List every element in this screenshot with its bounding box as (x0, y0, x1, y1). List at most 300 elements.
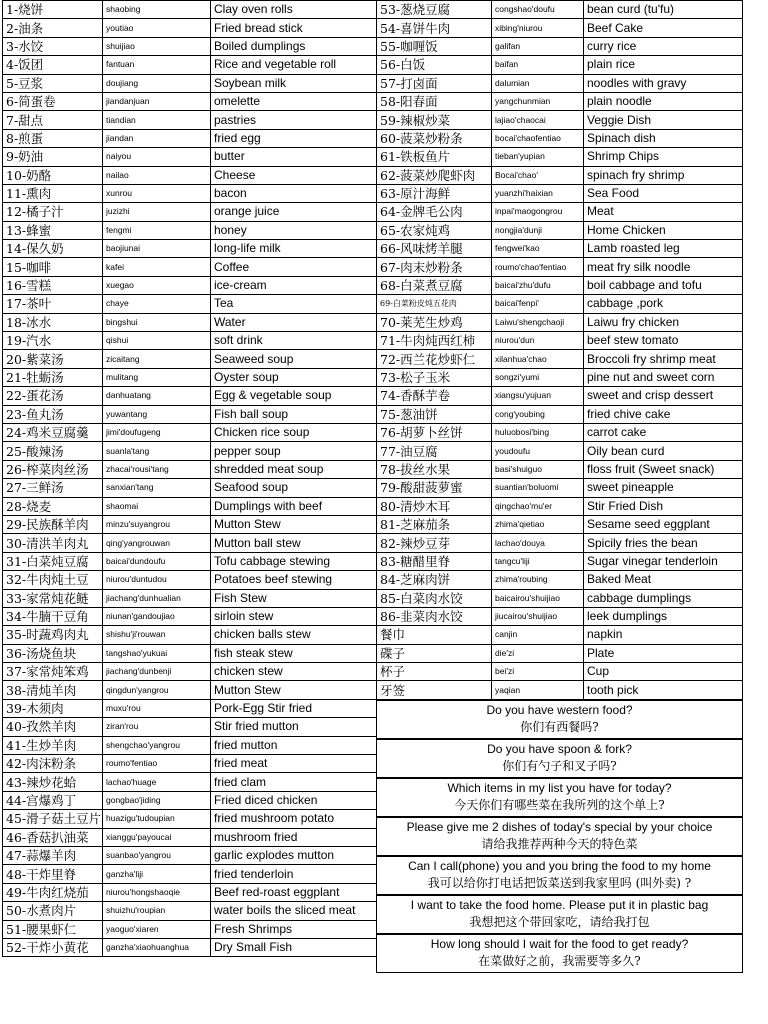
dish-english-name: Seafood soup (211, 479, 377, 497)
dish-english-name: Fried diced chicken (211, 791, 377, 809)
phrase-cell (377, 856, 743, 895)
menu-item-row (3, 534, 377, 552)
phrase-row (377, 778, 743, 817)
phrase-cell (377, 778, 743, 817)
phrase-chinese: 你们有勺子和叉子吗? (502, 759, 617, 774)
menu-item-row (3, 111, 377, 129)
phrase-chinese: 你们有西餐吗? (520, 720, 599, 735)
menu-item-row (3, 718, 377, 736)
dish-pinyin: baicai'fenpi' (492, 295, 584, 313)
dish-chinese-name: 75-葱油饼 (377, 405, 492, 423)
dish-pinyin: naiyou (103, 148, 211, 166)
dish-chinese-name: 20-紫菜汤 (3, 350, 103, 368)
dish-chinese-name: 41-生炒羊肉 (3, 736, 103, 754)
dish-pinyin: qingdun'yangrou (103, 681, 211, 699)
menu-item-row (3, 313, 377, 331)
dish-pinyin: danhuatang (103, 387, 211, 405)
phrase-row (377, 817, 743, 856)
dish-english-name: Egg & vegetable soup (211, 387, 377, 405)
dish-pinyin: yangchunmian (492, 92, 584, 110)
menu-item-row (377, 663, 743, 681)
dish-english-name: Lamb roasted leg (584, 240, 743, 258)
dish-chinese-name: 73-松子玉米 (377, 368, 492, 386)
dish-english-name: Potatoes beef stewing (211, 571, 377, 589)
dish-chinese-name: 53-葱烧豆腐 (377, 1, 492, 19)
dish-english-name: Mutton Stew (211, 515, 377, 533)
dish-chinese-name: 68-白菜煮豆腐 (377, 276, 492, 294)
dish-english-name: Tofu cabbage stewing (211, 552, 377, 570)
dish-pinyin: xilanhua'chao (492, 350, 584, 368)
menu-item-row (3, 552, 377, 570)
menu-item-row (377, 681, 743, 700)
dish-english-name: bacon (211, 184, 377, 202)
dish-english-name: meat fry silk noodle (584, 258, 743, 276)
dish-english-name: beef stew tomato (584, 332, 743, 350)
phrase-chinese: 请给我推荐两种今天的特色菜 (481, 837, 638, 852)
phrase-english: Which items in my list you have for today? (447, 781, 672, 796)
dish-chinese-name: 24-鸡米豆腐羹 (3, 423, 103, 441)
dish-pinyin: Laiwu'shengchaoji (492, 313, 584, 331)
dish-pinyin: ganzha'xiaohuanghua (103, 938, 211, 956)
dish-english-name: noodles with gravy (584, 74, 743, 92)
menu-item-row (377, 313, 743, 331)
menu-item-row (3, 350, 377, 368)
menu-table-left (2, 0, 377, 957)
dish-english-name: Home Chicken (584, 221, 743, 239)
dish-pinyin: inpai'maogongrou (492, 203, 584, 221)
dish-pinyin: basi'shuiguo (492, 460, 584, 478)
dish-pinyin: yuanzhi'haixian (492, 184, 584, 202)
dish-pinyin: xibing'niurou (492, 19, 584, 37)
dish-chinese-name: 31-白菜炖豆腐 (3, 552, 103, 570)
menu-item-row (3, 221, 377, 239)
menu-item-row (3, 92, 377, 110)
dish-pinyin: fantuan (103, 56, 211, 74)
dish-chinese-name: 10-奶酪 (3, 166, 103, 184)
menu-item-row (377, 350, 743, 368)
menu-item-row (3, 681, 377, 699)
dish-chinese-name: 80-清炒木耳 (377, 497, 492, 515)
dish-english-name: Fish ball soup (211, 405, 377, 423)
dish-pinyin: mulitang (103, 368, 211, 386)
dish-chinese-name: 76-胡萝卜丝饼 (377, 423, 492, 441)
dish-english-name: butter (211, 148, 377, 166)
menu-item-row (377, 515, 743, 533)
menu-item-row (3, 240, 377, 258)
menu-item-row (377, 332, 743, 350)
dish-chinese-name: 44-宫爆鸡丁 (3, 791, 103, 809)
dish-english-name: Coffee (211, 258, 377, 276)
dish-chinese-name: 22-蛋花汤 (3, 387, 103, 405)
dish-pinyin: die'zi (492, 644, 584, 662)
dish-chinese-name: 36-汤烧鱼块 (3, 644, 103, 662)
menu-item-row (3, 1, 377, 19)
menu-item-row (377, 368, 743, 386)
dish-pinyin: niurou'duntudou (103, 571, 211, 589)
phrase-row (377, 739, 743, 778)
dish-chinese-name: 牙签 (377, 681, 492, 700)
dish-chinese-name: 13-蜂蜜 (3, 221, 103, 239)
dish-english-name: pine nut and sweet corn (584, 368, 743, 386)
menu-item-row (3, 184, 377, 202)
dish-pinyin: nongjia'dunji (492, 221, 584, 239)
dish-pinyin: baicai'zhu'dufu (492, 276, 584, 294)
dish-english-name: Meat (584, 203, 743, 221)
dish-pinyin: galifan (492, 37, 584, 55)
dish-pinyin: roumo'chao'fentiao (492, 258, 584, 276)
phrase-chinese: 在菜做好之前，我需要等多久? (478, 954, 641, 969)
dish-chinese-name: 50-水煮肉片 (3, 902, 103, 920)
dish-pinyin: doujiang (103, 74, 211, 92)
dish-pinyin: huluobosi'bing (492, 423, 584, 441)
dish-english-name: Boiled dumplings (211, 37, 377, 55)
dish-chinese-name: 38-清炖羊肉 (3, 681, 103, 699)
menu-sheet (2, 0, 762, 976)
menu-item-row (3, 773, 377, 791)
dish-pinyin: xiangsu'yujuan (492, 387, 584, 405)
phrase-row (377, 856, 743, 895)
menu-item-row (3, 755, 377, 773)
dish-chinese-name: 83-糖醋里脊 (377, 552, 492, 570)
dish-chinese-name: 58-阳春面 (377, 92, 492, 110)
dish-pinyin: yaqian (492, 681, 584, 700)
dish-chinese-name: 64-金牌毛公肉 (377, 203, 492, 221)
dish-english-name: Spinach dish (584, 129, 743, 147)
dish-pinyin: jiandan (103, 129, 211, 147)
dish-chinese-name: 40-孜然羊肉 (3, 718, 103, 736)
dish-chinese-name: 8-煎蛋 (3, 129, 103, 147)
dish-chinese-name: 餐巾 (377, 626, 492, 644)
dish-chinese-name: 2-油条 (3, 19, 103, 37)
dish-chinese-name: 59-辣椒炒菜 (377, 111, 492, 129)
menu-item-row (3, 828, 377, 846)
dish-pinyin: lajiao'chaocai (492, 111, 584, 129)
menu-item-row (377, 203, 743, 221)
dish-english-name: Dumplings with beef (211, 497, 377, 515)
menu-item-row (3, 791, 377, 809)
menu-item-row (3, 148, 377, 166)
dish-english-name: leek dumplings (584, 607, 743, 625)
dish-pinyin: roumo'fentiao (103, 755, 211, 773)
dish-english-name: fried tenderloin (211, 865, 377, 883)
dish-chinese-name: 32-牛肉炖土豆 (3, 571, 103, 589)
dish-chinese-name: 67-肉末炒粉条 (377, 258, 492, 276)
phrase-english: Can I call(phone) you and you bring the food to my home (408, 859, 711, 874)
dish-english-name: Baked Meat (584, 571, 743, 589)
dish-english-name: pastries (211, 111, 377, 129)
menu-item-row (3, 938, 377, 956)
dish-english-name: Cup (584, 663, 743, 681)
dish-chinese-name: 81-芝麻茄条 (377, 515, 492, 533)
dish-pinyin: tangshao'yukuai (103, 644, 211, 662)
dish-english-name: cabbage dumplings (584, 589, 743, 607)
dish-chinese-name: 70-莱芜生炒鸡 (377, 313, 492, 331)
dish-english-name: Fresh Shrimps (211, 920, 377, 938)
menu-item-row (377, 589, 743, 607)
menu-item-row (377, 240, 743, 258)
dish-chinese-name: 12-橘子汁 (3, 203, 103, 221)
dish-chinese-name: 16-雪糕 (3, 276, 103, 294)
phrase-row (377, 934, 743, 973)
dish-english-name: Stir fried mutton (211, 718, 377, 736)
dish-pinyin: huazigu'tudoupian (103, 810, 211, 828)
dish-chinese-name: 78-拔丝水果 (377, 460, 492, 478)
menu-item-row (377, 552, 743, 570)
dish-english-name: curry rice (584, 37, 743, 55)
dish-english-name: fried meat (211, 755, 377, 773)
dish-chinese-name: 11-熏肉 (3, 184, 103, 202)
dish-pinyin: shaobing (103, 1, 211, 19)
dish-chinese-name: 74-香酥芋卷 (377, 387, 492, 405)
dish-pinyin: sanxian'tang (103, 479, 211, 497)
dish-english-name: Fried bread stick (211, 19, 377, 37)
menu-item-row (3, 699, 377, 717)
dish-pinyin: xuegao (103, 276, 211, 294)
dish-pinyin: congshao'doufu (492, 1, 584, 19)
dish-english-name: honey (211, 221, 377, 239)
menu-item-row (3, 442, 377, 460)
dish-pinyin: suanbao'yangrou (103, 846, 211, 864)
dish-pinyin: shengchao'yangrou (103, 736, 211, 754)
dish-pinyin: jiachang'dunhualian (103, 589, 211, 607)
dish-english-name: Sugar vinegar tenderloin (584, 552, 743, 570)
dish-pinyin: kafei (103, 258, 211, 276)
menu-item-row (3, 846, 377, 864)
dish-chinese-name: 48-干炸里脊 (3, 865, 103, 883)
dish-pinyin: tiandian (103, 111, 211, 129)
dish-pinyin: dalumian (492, 74, 584, 92)
menu-item-row (377, 221, 743, 239)
dish-pinyin: juzizhi (103, 203, 211, 221)
dish-chinese-name: 碟子 (377, 644, 492, 662)
dish-chinese-name: 19-汽水 (3, 332, 103, 350)
dish-pinyin: fengwei'kao (492, 240, 584, 258)
dish-english-name: Mutton ball stew (211, 534, 377, 552)
dish-english-name: fish steak stew (211, 644, 377, 662)
phrase-cell (377, 739, 743, 778)
dish-pinyin: baifan (492, 56, 584, 74)
menu-item-row (377, 387, 743, 405)
dish-english-name: Seaweed soup (211, 350, 377, 368)
dish-pinyin: songzi'yumi (492, 368, 584, 386)
dish-chinese-name: 61-铁板鱼片 (377, 148, 492, 166)
dish-chinese-name: 69-白菜粉皮炖五花肉 (377, 295, 492, 313)
phrase-cell (377, 700, 743, 739)
dish-english-name: fried egg (211, 129, 377, 147)
dish-english-name: Pork-Egg Stir fried (211, 699, 377, 717)
dish-english-name: chicken stew (211, 663, 377, 681)
dish-english-name: fried chive cake (584, 405, 743, 423)
dish-chinese-name: 30-清洪羊肉丸 (3, 534, 103, 552)
dish-english-name: garlic explodes mutton (211, 846, 377, 864)
dish-english-name: Stir Fried Dish (584, 497, 743, 515)
menu-item-row (377, 184, 743, 202)
dish-pinyin: tieban'yupian (492, 148, 584, 166)
dish-english-name: water boils the sliced meat (211, 902, 377, 920)
dish-chinese-name: 43-辣炒花蛤 (3, 773, 103, 791)
dish-pinyin: suantian'boluomi (492, 479, 584, 497)
dish-pinyin: zhima'qietiao (492, 515, 584, 533)
dish-pinyin: suanla'tang (103, 442, 211, 460)
dish-english-name: boil cabbage and tofu (584, 276, 743, 294)
menu-item-row (377, 534, 743, 552)
dish-chinese-name: 54-喜饼牛肉 (377, 19, 492, 37)
dish-chinese-name: 35-时蔬鸡肉丸 (3, 626, 103, 644)
dish-pinyin: qishui (103, 332, 211, 350)
dish-english-name: Clay oven rolls (211, 1, 377, 19)
dish-english-name: Chicken rice soup (211, 423, 377, 441)
dish-chinese-name: 72-西兰花炒虾仁 (377, 350, 492, 368)
dish-pinyin: zhima'roubing (492, 571, 584, 589)
menu-item-row (3, 644, 377, 662)
dish-pinyin: ganzha'liji (103, 865, 211, 883)
dish-chinese-name: 77-油豆腐 (377, 442, 492, 460)
dish-english-name: fried clam (211, 773, 377, 791)
menu-item-row (3, 74, 377, 92)
dish-english-name: Soybean milk (211, 74, 377, 92)
dish-pinyin: cong'youbing (492, 405, 584, 423)
dish-pinyin: jiucairou'shuijiao (492, 607, 584, 625)
dish-chinese-name: 18-冰水 (3, 313, 103, 331)
dish-pinyin: zicaitang (103, 350, 211, 368)
menu-item-row (3, 56, 377, 74)
phrase-english: I want to take the food home. Please put it in plastic bag (410, 898, 709, 913)
dish-pinyin: canjin (492, 626, 584, 644)
dish-english-name: spinach fry shrimp (584, 166, 743, 184)
menu-item-row (377, 166, 743, 184)
dish-pinyin: jiandanjuan (103, 92, 211, 110)
menu-item-row (377, 295, 743, 313)
dish-chinese-name: 65-农家炖鸡 (377, 221, 492, 239)
dish-pinyin: yuwantang (103, 405, 211, 423)
dish-pinyin: niunan'gandoujiao (103, 607, 211, 625)
dish-english-name: Beef Cake (584, 19, 743, 37)
dish-pinyin: niurou'dun (492, 332, 584, 350)
dish-english-name: Sea Food (584, 184, 743, 202)
dish-chinese-name: 55-咖喱饭 (377, 37, 492, 55)
menu-item-row (3, 19, 377, 37)
menu-item-row (3, 332, 377, 350)
menu-item-row (3, 203, 377, 221)
dish-pinyin: jiachang'dunbenji (103, 663, 211, 681)
menu-item-row (377, 276, 743, 294)
dish-english-name: fried mushroom potato (211, 810, 377, 828)
phrase-english: Please give me 2 dishes of today's special by your choice (406, 820, 713, 835)
dish-english-name: chicken balls stew (211, 626, 377, 644)
menu-item-row (377, 37, 743, 55)
dish-chinese-name: 23-鱼丸汤 (3, 405, 103, 423)
dish-english-name: Broccoli fry shrimp meat (584, 350, 743, 368)
menu-item-row (377, 56, 743, 74)
dish-english-name: Plate (584, 644, 743, 662)
menu-item-row (377, 644, 743, 662)
menu-item-row (377, 111, 743, 129)
dish-english-name: Dry Small Fish (211, 938, 377, 956)
dish-english-name: floss fruit (Sweet snack) (584, 460, 743, 478)
dish-chinese-name: 79-酸甜菠萝蜜 (377, 479, 492, 497)
menu-item-row (3, 460, 377, 478)
dish-pinyin: baojiunai (103, 240, 211, 258)
dish-pinyin: ziran'rou (103, 718, 211, 736)
dish-english-name: Veggie Dish (584, 111, 743, 129)
phrase-english: Do you have western food? (486, 703, 633, 718)
menu-item-row (377, 258, 743, 276)
dish-chinese-name: 28-烧麦 (3, 497, 103, 515)
dish-chinese-name: 21-牡蛎汤 (3, 368, 103, 386)
menu-item-row (377, 19, 743, 37)
dish-chinese-name: 26-榨菜肉丝汤 (3, 460, 103, 478)
phrase-english: How long should I wait for the food to get ready? (430, 937, 689, 952)
dish-chinese-name: 86-韭菜肉水饺 (377, 607, 492, 625)
dish-english-name: Beef red-roast eggplant (211, 883, 377, 901)
menu-item-row (3, 295, 377, 313)
dish-english-name: long-life milk (211, 240, 377, 258)
dish-chinese-name: 6-简蛋卷 (3, 92, 103, 110)
menu-item-row (377, 571, 743, 589)
dish-pinyin: lachao'huage (103, 773, 211, 791)
menu-item-row (3, 276, 377, 294)
menu-item-row (3, 902, 377, 920)
menu-item-row (3, 258, 377, 276)
dish-english-name: Oily bean curd (584, 442, 743, 460)
dish-english-name: Spicily fries the bean (584, 534, 743, 552)
dish-pinyin: shuizhu'roupian (103, 902, 211, 920)
menu-item-row (3, 37, 377, 55)
dish-english-name: Fish Stew (211, 589, 377, 607)
dish-chinese-name: 37-家常炖笨鸡 (3, 663, 103, 681)
menu-item-row (3, 607, 377, 625)
phrase-cell (377, 895, 743, 934)
dish-english-name: Laiwu fry chicken (584, 313, 743, 331)
dish-english-name: Water (211, 313, 377, 331)
dish-pinyin: zhacai'rousi'tang (103, 460, 211, 478)
dish-chinese-name: 29-民族酥羊肉 (3, 515, 103, 533)
dish-english-name: sweet and crisp dessert (584, 387, 743, 405)
dish-english-name: ice-cream (211, 276, 377, 294)
dish-pinyin: bei'zi (492, 663, 584, 681)
dish-chinese-name: 82-辣炒豆芽 (377, 534, 492, 552)
phrase-cell (377, 934, 743, 973)
dish-pinyin: minzu'suyangrou (103, 515, 211, 533)
dish-pinyin: muxu'rou (103, 699, 211, 717)
dish-pinyin: fengmi (103, 221, 211, 239)
dish-chinese-name: 14-保久奶 (3, 240, 103, 258)
dish-pinyin: bingshui (103, 313, 211, 331)
dish-chinese-name: 7-甜点 (3, 111, 103, 129)
dish-english-name: tooth pick (584, 681, 743, 700)
dish-chinese-name: 84-芝麻肉饼 (377, 571, 492, 589)
dish-chinese-name: 9-奶油 (3, 148, 103, 166)
dish-pinyin: shaomai (103, 497, 211, 515)
dish-pinyin: tangcu'liji (492, 552, 584, 570)
dish-chinese-name: 71-牛肉炖西红柿 (377, 332, 492, 350)
menu-item-row (377, 74, 743, 92)
dish-pinyin: baicairou'shuijiao (492, 589, 584, 607)
dish-pinyin: shuijiao (103, 37, 211, 55)
menu-item-row (3, 883, 377, 901)
dish-english-name: napkin (584, 626, 743, 644)
dish-chinese-name: 51-腰果虾仁 (3, 920, 103, 938)
menu-item-row (3, 571, 377, 589)
dish-chinese-name: 47-蒜爆羊肉 (3, 846, 103, 864)
dish-pinyin: lachao'douya (492, 534, 584, 552)
menu-item-row (3, 368, 377, 386)
dish-pinyin: Bocai'chao' (492, 166, 584, 184)
dish-pinyin: youdoufu (492, 442, 584, 460)
dish-chinese-name: 66-风味烤羊腿 (377, 240, 492, 258)
dish-english-name: shredded meat soup (211, 460, 377, 478)
dish-english-name: fried mutton (211, 736, 377, 754)
